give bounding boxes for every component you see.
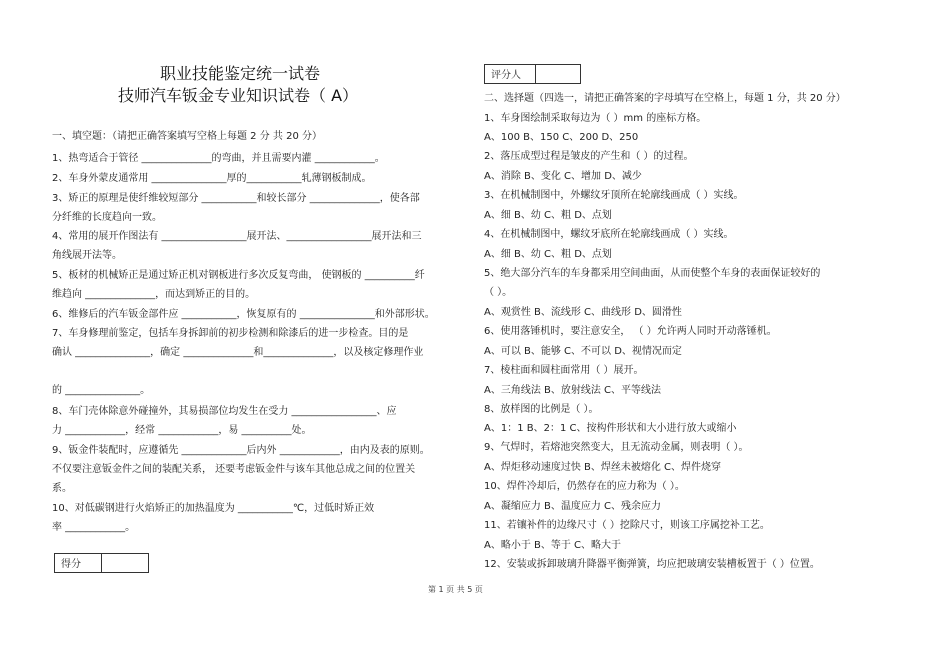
- choice-line: 9、气焊时，若熔池突然变大，且无流动金属，则表明（ ）。: [484, 442, 749, 453]
- fill-in-line: 6、维修后的汽车钣金部件应 ___________，恢复原有的 _______________和外部形状。: [52, 309, 435, 320]
- choice-line: A、略小于 B、等于 C、略大于: [484, 540, 622, 551]
- fill-in-line: 不仅要注意钣金件之间的装配关系， 还要考虑钣金件与该车其他总成之间的位置关: [52, 464, 416, 475]
- fill-in-line: 3、矫正的原理是使纤维较短部分 ___________和较长部分 ______________，使各部: [52, 193, 420, 204]
- fill-in-line: 4、常用的展开作图法有 _________________展开法、_________________展开法和三: [52, 231, 422, 242]
- fill-in-line: 1、热弯适合于管径 ______________的弯曲，并且需要内灌 ____________。: [52, 153, 385, 164]
- fill-in-line: 力 ____________，经常 ____________，易 __________处。: [52, 425, 312, 436]
- score-label: 得分: [61, 559, 81, 570]
- choice-line: 7、棱柱面和圆柱面常用（ ）展开。: [484, 365, 644, 376]
- exam-title-line1: 职业技能鉴定统一试卷: [160, 64, 321, 83]
- fill-in-line: 5、板材的机械矫正是通过矫正机对钢板进行多次反复弯曲， 使钢板的 __________纤: [52, 270, 425, 281]
- choice-line: 11、若镶补件的边缘尺寸（ ）挖除尺寸，则该工序属挖补工艺。: [484, 520, 770, 531]
- fill-in-line: 确认 _______________，确定 ______________和______________，以及核定修理作业: [52, 347, 424, 358]
- fill-in-line: 2、车身外蒙皮通常用 _______________厚的___________轧薄钢板制成。: [52, 173, 372, 184]
- choice-line: A、细 B、幼 C、粗 D、点划: [484, 249, 612, 260]
- score-box: [54, 553, 149, 573]
- choice-line: A、三角线法 B、放射线法 C、平等线法: [484, 385, 662, 396]
- fill-in-line: 一、填空题：（请把正确答案填写空格上每题 2 分 共 20 分）: [52, 131, 322, 142]
- fill-in-line: 10、对低碳钢进行火焰矫正的加热温度为 ___________℃，过低时矫正效: [52, 503, 375, 514]
- choice-line: 5、绝大部分汽车的车身都采用空间曲面，从而使整个车身的表面保证较好的: [484, 268, 821, 279]
- fill-in-line: 9、钣金件装配时，应遵循先 _____________后内外 ____________，由内及表的原则。: [52, 445, 430, 456]
- fill-in-line: 角线展开法等。: [52, 250, 122, 261]
- choice-line: 6、使用落锤机时，要注意安全， （ ）允许两人同时开动落锤机。: [484, 326, 777, 337]
- choice-line: 10、焊件冷却后，仍然存在的应力称为（ ）。: [484, 481, 685, 492]
- evaluator-label: 评分人: [491, 70, 521, 81]
- choice-line: A、1：1 B、2：1 C、按构件形状和大小进行放大或缩小: [484, 423, 737, 434]
- choice-line: A、消除 B、变化 C、增加 D、减少: [484, 171, 642, 182]
- choice-line: A、观赏性 B、流线形 C、曲线形 D、圆滑性: [484, 307, 682, 318]
- choice-line: 8、放样图的比例是（ ）。: [484, 404, 599, 415]
- choice-line: A、细 B、幼 C、粗 D、点划: [484, 210, 612, 221]
- exam-title-line2: 技师汽车钣金专业知识试卷（ A）: [118, 86, 359, 105]
- fill-in-line: 率 ____________。: [52, 522, 136, 533]
- choice-line: 2、落压成型过程是皱皮的产生和（ ）的过程。: [484, 151, 694, 162]
- choice-line: A、可以 B、能够 C、不可以 D、视情况而定: [484, 346, 682, 357]
- choice-line: 1、车身图绘制采取每边为（ ）mm 的座标方格。: [484, 113, 707, 124]
- choice-line: A、焊炬移动速度过快 B、焊丝未被熔化 C、焊件烧穿: [484, 462, 722, 473]
- fill-in-line: 7、车身修理前鉴定，包括车身拆卸前的初步检测和除漆后的进一步检查。目的是: [52, 328, 409, 339]
- fill-in-line: 维趋向 ______________，而达到矫正的目的。: [52, 289, 256, 300]
- page-footer: 第 1 页 共 5 页: [428, 585, 483, 594]
- choice-line: （ ）。: [484, 287, 513, 298]
- choice-line: 3、在机械制图中，外螺纹牙顶所在轮廓线画成（ ）实线。: [484, 190, 744, 201]
- choice-line: 二、选择题（四选一，请把正确答案的字母填写在空格上，每题 1 分，共 20 分）: [484, 93, 846, 104]
- choice-line: 12、安装或拆卸玻璃升降器平衡弹簧，均应把玻璃安装槽板置于（ ）位置。: [484, 559, 820, 570]
- fill-in-line: 的 _______________。: [52, 385, 151, 396]
- choice-line: 4、在机械制图中，螺纹牙底所在轮廓线画成（ ）实线。: [484, 229, 734, 240]
- fill-in-line: 分纤维的长度趋向一致。: [52, 212, 162, 223]
- fill-in-line: 系。: [52, 483, 72, 494]
- choice-line: A、凝缩应力 B、温度应力 C、残余应力: [484, 501, 662, 512]
- evaluator-box: [484, 64, 581, 84]
- choice-line: A、100 B、150 C、200 D、250: [484, 132, 639, 143]
- fill-in-line: 8、车门壳体除意外碰撞外，其易损部位均发生在受力 _________________、应: [52, 406, 397, 417]
